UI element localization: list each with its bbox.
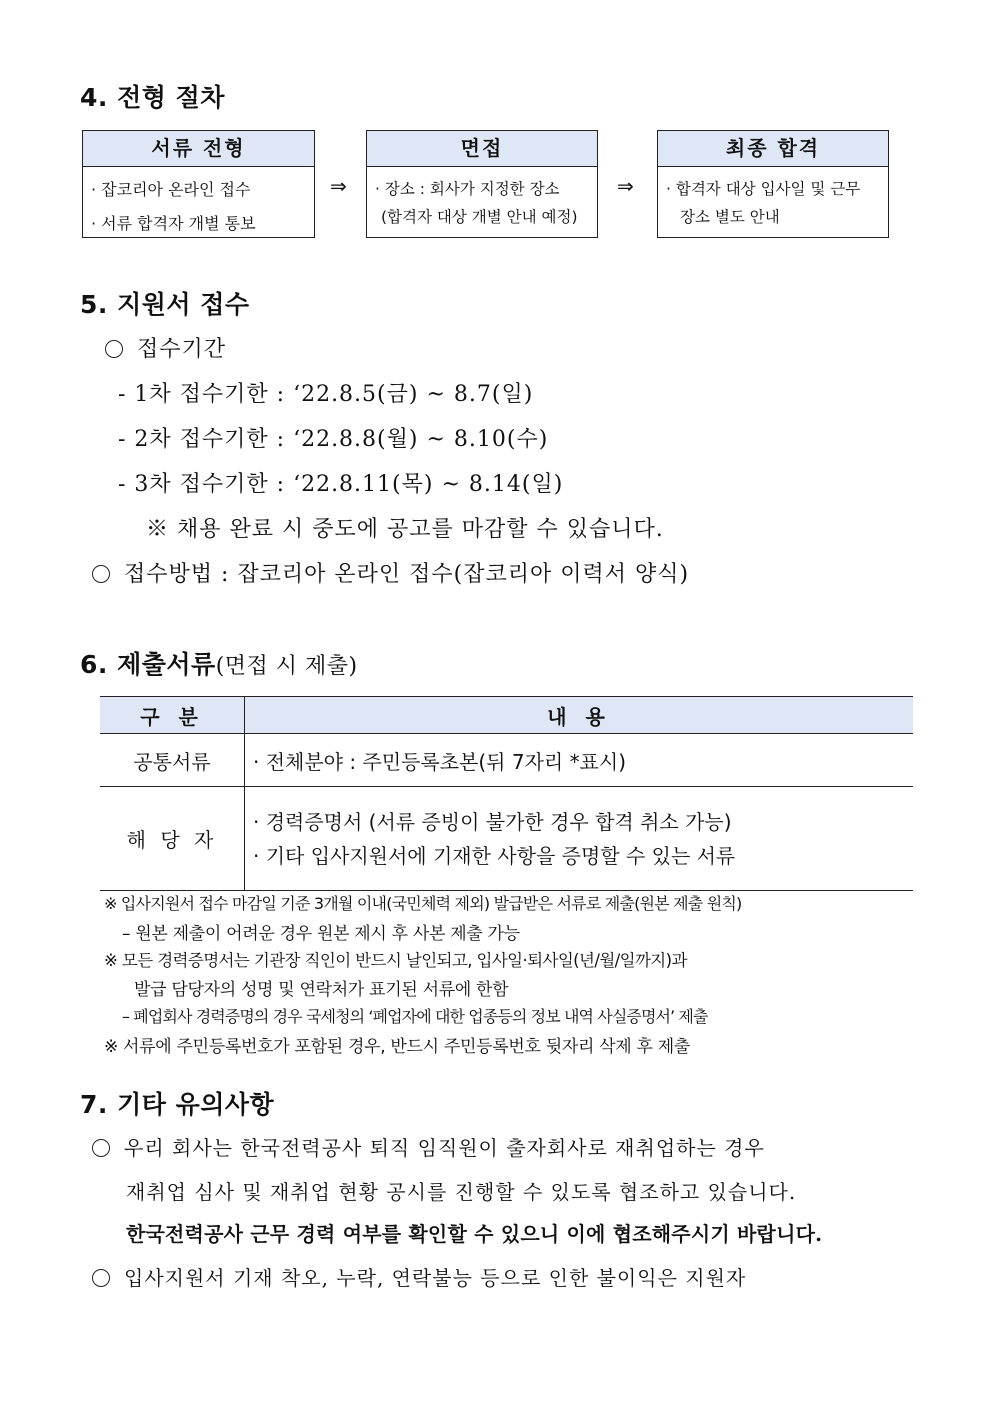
process-step-line: · 서류 합격자 개별 통보 bbox=[91, 214, 256, 233]
period-label-row bbox=[105, 332, 226, 363]
section-4-title: 4. 전형 절차 bbox=[80, 83, 225, 112]
process-step-line: · 장소 : 회사가 지정한 장소 bbox=[375, 180, 560, 198]
round-3-deadline: - 3차 접수기한 : ‘22.8.11(목) ~ 8.14(일) bbox=[118, 472, 564, 497]
notice-1-line-3: 한국전력공사 근무 경력 여부를 확인할 수 있으니 이에 협조해주시기 바랍니다. bbox=[126, 1222, 823, 1246]
note-line: ※ 모든 경력증명서는 기관장 직인이 반드시 날인되고, 입사일·퇴사일(년/월/일까지)과 bbox=[104, 951, 687, 970]
note-line: ※ 서류에 주민등록번호가 포함된 경우, 반드시 주민등록번호 뒷자리 삭제 후 제출 bbox=[104, 1037, 690, 1057]
notice-1-line-1-row bbox=[92, 1132, 765, 1161]
note-line: – 원본 제출이 어려운 경우 원본 제시 후 사본 제출 가능 bbox=[122, 924, 520, 944]
row-content bbox=[245, 787, 914, 891]
section-6-subtitle: (면접 시 제출) bbox=[215, 654, 358, 679]
table-row bbox=[100, 734, 913, 787]
circle-bullet-icon bbox=[92, 1139, 110, 1157]
notice-1-line-1: 우리 회사는 한국전력공사 퇴직 임직원이 출자회사로 재취업하는 경우 bbox=[124, 1136, 765, 1160]
early-close-notice: ※ 채용 완료 시 중도에 공고를 마감할 수 있습니다. bbox=[146, 517, 664, 542]
process-step-title: 면접 bbox=[367, 131, 597, 167]
process-step-line: · 잡코리아 온라인 접수 bbox=[91, 180, 251, 199]
process-step-line: · 합격자 대상 입사일 및 근무 bbox=[666, 180, 861, 198]
round-1-deadline: - 1차 접수기한 : ‘22.8.5(금) ~ 8.7(일) bbox=[118, 382, 534, 407]
row-item: · 기타 입사지원서에 기재한 사항을 증명할 수 있는 서류 bbox=[253, 843, 736, 868]
period-label: 접수기간 bbox=[137, 337, 227, 362]
section-6-title bbox=[80, 645, 358, 681]
circle-bullet-icon bbox=[92, 565, 110, 583]
row-category: 해 당 자 bbox=[100, 787, 245, 891]
section-6-title-text: 6. 제출서류 bbox=[80, 650, 216, 679]
arrow-right-icon: ⇒ bbox=[330, 174, 347, 198]
section-7-title: 7. 기타 유의사항 bbox=[80, 1090, 275, 1119]
note-line: ※ 입사지원서 접수 마감일 기준 3개월 이내(국민체력 제외) 발급받은 서류로 제출(원본 제출 원칙) bbox=[104, 894, 742, 913]
note-line: 발급 담당자의 성명 및 연락처가 표기된 서류에 한함 bbox=[134, 980, 509, 1000]
table-header-row bbox=[100, 697, 913, 734]
column-header-content: 내 용 bbox=[245, 697, 914, 734]
row-category: 공통서류 bbox=[100, 734, 245, 787]
process-step-document-screening bbox=[82, 130, 315, 238]
process-step-interview bbox=[366, 130, 598, 238]
notice-2-line-1: 입사지원서 기재 착오, 누락, 연락불능 등으로 인한 불이익은 지원자 bbox=[124, 1266, 747, 1290]
process-step-final-pass bbox=[657, 130, 889, 238]
documents-table bbox=[100, 696, 913, 891]
round-2-deadline: - 2차 접수기한 : ‘22.8.8(월) ~ 8.10(수) bbox=[118, 427, 549, 452]
method-row bbox=[92, 557, 689, 588]
process-step-line: 장소 별도 안내 bbox=[680, 208, 780, 226]
circle-bullet-icon bbox=[92, 1269, 110, 1287]
arrow-right-icon: ⇒ bbox=[617, 174, 634, 198]
circle-bullet-icon bbox=[105, 340, 123, 358]
table-row bbox=[100, 787, 913, 891]
note-line: – 폐업회사 경력증명의 경우 국세청의 ‘폐업자에 대한 업종등의 정보 내역 사실증명서’ 제출 bbox=[122, 1007, 708, 1026]
row-item: · 경력증명서 (서류 증빙이 불가한 경우 합격 취소 가능) bbox=[253, 809, 732, 834]
row-content: · 전체분야 : 주민등록초본(뒤 7자리 *표시) bbox=[245, 734, 914, 787]
process-step-title: 최종 합격 bbox=[658, 131, 888, 167]
section-5-title: 5. 지원서 접수 bbox=[80, 290, 250, 319]
application-method: 접수방법 : 잡코리아 온라인 접수(잡코리아 이력서 양식) bbox=[124, 562, 690, 587]
process-step-line: (합격자 대상 개별 안내 예정) bbox=[381, 208, 578, 226]
notice-2-line-1-row bbox=[92, 1262, 746, 1291]
column-header-category: 구 분 bbox=[100, 697, 245, 734]
notice-1-line-2: 재취업 심사 및 재취업 현황 공시를 진행할 수 있도록 협조하고 있습니다. bbox=[126, 1180, 797, 1204]
process-step-title: 서류 전형 bbox=[83, 131, 314, 167]
